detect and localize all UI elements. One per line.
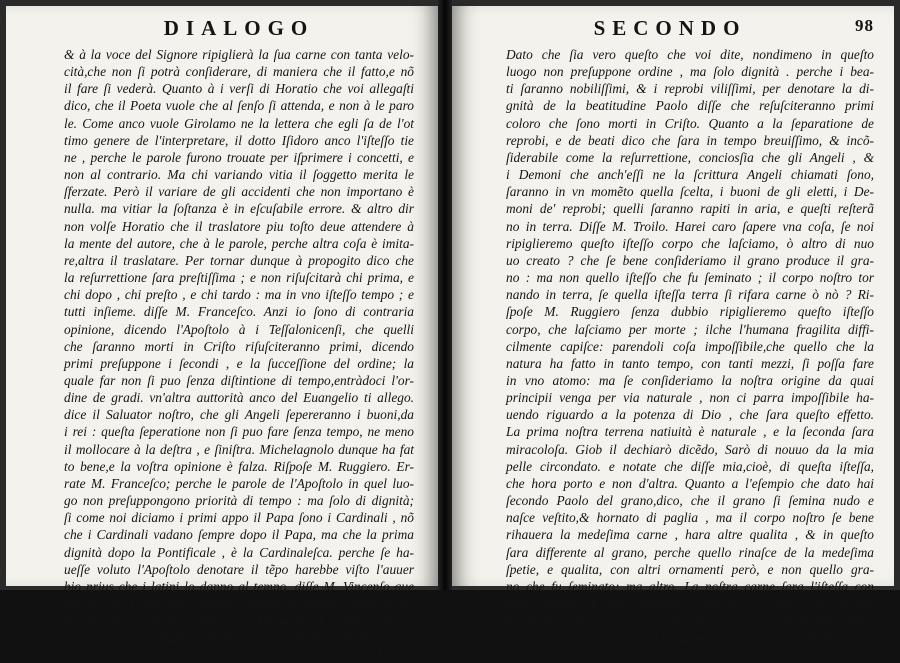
text-line: to bene,e la voſtra opinione è falza. Riſpoſe M. Ruggiero. Er-	[64, 458, 414, 474]
text-line: rate M. Franceſco; perche le parole de l'Apoſtolo in quel luo-	[64, 475, 414, 491]
text-line: ſpetie, e qualita, con altri ornamenti però, e non quello gra-	[506, 561, 874, 577]
text-line: ſpoſe M. Ruggiero ſenza dubbio ripiglieremo queſto iſteſſo	[506, 304, 874, 320]
text-line: no in terra. Diſſe M. Troilo. Harei caro ſapere vna coſa, ſe noi	[506, 218, 874, 234]
text-line: fu ſeminato di terra, e terreno naſce : ma il corpo reſuſcitato,	[506, 613, 874, 629]
text-line: ſecondo Paolo del grano,dico, che il grano ſi ſemina nudo e	[506, 493, 874, 509]
text-line: ſara differente al grano, perche quello rinaſce de la medeſima	[506, 544, 874, 560]
text-line: ſi come noi diciamo i primi appo il Papa ſono i Cardinali , nõ	[64, 510, 414, 526]
text-line: & à la voce del Signore ripiglierà la ſua carne con tanta velo-	[64, 47, 414, 62]
text-line: dignità dopo la Pontificale , è la Cardinaleſca. perche ſe ha-	[64, 544, 414, 560]
running-head-title: DIALOGO	[163, 16, 315, 40]
text-line: gnità de la beatitudine Paolo diſſe che reſuſciteranno primi	[506, 98, 874, 114]
text-line: luogo non preſuppone ordine , ma ſolo dignità . perche i bea-	[506, 64, 874, 80]
text-line: il fare ſi vederà. Quanto à i verſi di Horatio che voi allegaſti	[64, 81, 414, 97]
catchword: Dato	[377, 647, 404, 663]
left-page-footer	[64, 646, 414, 663]
text-line: che i Cardinali vadano ſempre dopo il Papa, ma che la prima	[64, 527, 414, 543]
text-line: uendo riguardo a la potenza di Dio , che ſara queſto effetto.	[506, 407, 874, 423]
text-line: dice il Saluator noſtro, che gli Angeli ſepereranno i buoni,da	[64, 407, 414, 423]
text-line: cità,che non ſi potrà conſiderare, di maniera che il fatto,e nõ	[64, 64, 414, 80]
book-gutter	[438, 0, 452, 590]
text-line: la reſurrettione ſara preſtiſſima ; e non riſuſcitarà chi prima, e	[64, 270, 414, 286]
text-line: chi dopo , chi preſto , e chi tardo : ma in vno iſteſſo tempo ; e	[64, 287, 414, 303]
text-line: i rei : queſta ſeperatione non ſi puo fare ſenza tempo, ne meno	[64, 424, 414, 440]
text-line: ne , perche le parole furono trouate per iſprimere i concetti, e	[64, 149, 414, 165]
text-line: la mente del autore, che à le parole, perche altra coſa è imita-	[64, 235, 414, 251]
text-line: miracoloſa. Giob il dechiarò dicẽdo, Sarò di nouuo da la mia	[506, 441, 874, 457]
text-line: i Demoni che anch'eſſi ne la ſcrittura Angeli chiamati ſono,	[506, 167, 874, 183]
right-running-head	[506, 16, 874, 42]
signature-mark: b ii	[676, 647, 694, 663]
text-line: i primi a dar l'aſſalto e ſimil'altre coſe. Riſpoſe M. Ruggiero,	[64, 630, 414, 646]
text-line: re,altra il traslatare. Per tornar dunque à propogito dico che	[64, 252, 414, 268]
right-page-body	[506, 46, 874, 646]
text-line: ſferzate. Però il variare de gli accidenti che non importano è	[64, 184, 414, 200]
text-line: go non preſuppongono priorità di tempo : ma ſolo di dignità;	[64, 493, 414, 509]
text-line: mo, il tale fu il primo a entrare in Roma, il tal Capitani furono	[64, 613, 414, 629]
page-number: 98	[855, 16, 874, 35]
text-line: corpo, che laſciamo per morte ; ilche l'humana fragilita diffi-	[506, 321, 874, 337]
text-line: altre qualita, & altri ornamẽti . Perche il primo corpo noſtro	[506, 596, 874, 611]
left-page	[6, 6, 438, 663]
text-line: principii venga per via naturale , non ci parra impoſſibile ha-	[506, 390, 874, 406]
text-line: il mollocare à la deſtra , e ſiniſtra. Michelagnolo dunque ha fat	[64, 441, 414, 457]
text-line: hara laſciata la terreſtrità,la grauezza, e la corruttibilità, e ri	[506, 630, 874, 646]
text-line: le. Come anco vuole Girolamo ne la lettera che egli ſa de l'ot	[64, 115, 414, 131]
text-line: ripiglieremo queſto iſteſſo corpo che laſciamo, ò altro di nuo	[506, 235, 874, 251]
text-line: in vno atomo: ma ſe conſideriamo la noſtra origine da quai	[506, 372, 874, 388]
text-line: che ſaranno morti in Criſto riſuſciteranno primi, dicendo	[64, 338, 414, 354]
text-line: timo genere de l'interpretare, il dotto Iſidoro anco l'iſteſſo tie	[64, 132, 414, 148]
text-line: naſce veſtito,& hornato di paglia , ma il corpo noſtro ſe bene	[506, 510, 874, 526]
text-line: non volſe Horatio che il traslatore piu toſto deue attendere à	[64, 218, 414, 234]
text-line: no che fu ſeminato; ma altro. La noſtra carne ſara l'iſteſſa con	[506, 578, 874, 594]
text-line: Dato che ſia vero queſto che voi dite, nondimeno in queſto	[506, 47, 874, 62]
text-line: uo creato ? che ſe bene conſideriamo il grano produce il gra-	[506, 252, 874, 268]
text-line: nando in terra, ſe quella iſteſſa terra ſi rifara carne ò nò ? Ri-	[506, 287, 874, 303]
catchword: ſuſcitera	[788, 647, 835, 663]
text-line: dine de gradi. vn'altra auttorità anco del Euangelio ti allego.	[64, 390, 414, 406]
text-line: ſiderabile come la reſurrettione, conciosſia che gli Angeli , &	[506, 149, 874, 165]
text-line: cilmente capiſce: parendoli coſa impoſſibile,che quello che la	[506, 338, 874, 354]
text-line: ſta pa rola Primi, anco denota priorità di tempo , onde dicia-	[64, 596, 414, 611]
text-line: che hora porto e non d'altra. Quanto a l'eſempio che dato hai	[506, 475, 874, 491]
text-line: opinione, dicendo l'Apoſtolo à i Teſſalonicenſi, che quelli	[64, 321, 414, 337]
left-running-head	[64, 16, 414, 42]
text-line: no : ma non quello iſteſſo che fu ſeminato ; il corpo noſtro tor	[506, 270, 874, 286]
right-page	[452, 6, 894, 663]
text-line: primi preſuppone i ſecondi , e la ſucceſſione del ordine; la	[64, 355, 414, 371]
text-line: natura ha fatto in tanto tempo, con tanti mezzi, ſi poſſa fare	[506, 355, 874, 371]
text-line: coloro che ſono morti in Criſto. Quanto a la ſeparatione de	[506, 115, 874, 131]
right-page-footer	[506, 646, 874, 663]
text-line: bio prius che i latini lo danno al tempo. diſſe M. Vincenſo que	[64, 578, 414, 594]
text-line: tutti inſieme. diſſe M. Franceſco. Anzi io ſono di contraria	[64, 304, 414, 320]
text-line: dico, che il Poeta vuole che al ſenſo ſi attenda, e non à le paro	[64, 98, 414, 114]
text-line: nulla. ma vitiar la ſoſtanza è in eſcuſabile errore. & altro dir	[64, 201, 414, 217]
text-line: quale far non ſi puo ſenza diſtintione di tempo,entràdoci l'or-	[64, 372, 414, 388]
text-line: moni de' reprobi; quelli ſaranno rapiti in aria, e queſti reſterã	[506, 201, 874, 217]
text-line: ueſſe voluto l'Apoſtolo denotare il tẽpo harebbe viſto l'auuer	[64, 561, 414, 577]
text-line: ti ſaranno nobiliſſimi, & i reprobi viliſſimi, per denotare la di-	[506, 81, 874, 97]
running-head-title: SECONDO	[593, 16, 747, 40]
text-line: ſaranno in vn momẽto quella ſcelta, i buoni de gli eletti, i De-	[506, 184, 874, 200]
text-line: La prima noſtra terrena natiuità è naturale , e la ſeconda ſara	[506, 424, 874, 440]
left-page-body	[64, 46, 414, 646]
text-line: reprobi, e de beati dico che ſara in tempo breuiſſimo, & incõ-	[506, 132, 874, 148]
text-line: non al contrario. Ma chi variando vitia il ſoggetto merita le	[64, 167, 414, 183]
text-line: pelle circondato. e notate che diſſe mia,cioè, di queſta iſteſſa,	[506, 458, 874, 474]
text-line: rihauera la medeſima carne , hara altre qualita , & in queſto	[506, 527, 874, 543]
